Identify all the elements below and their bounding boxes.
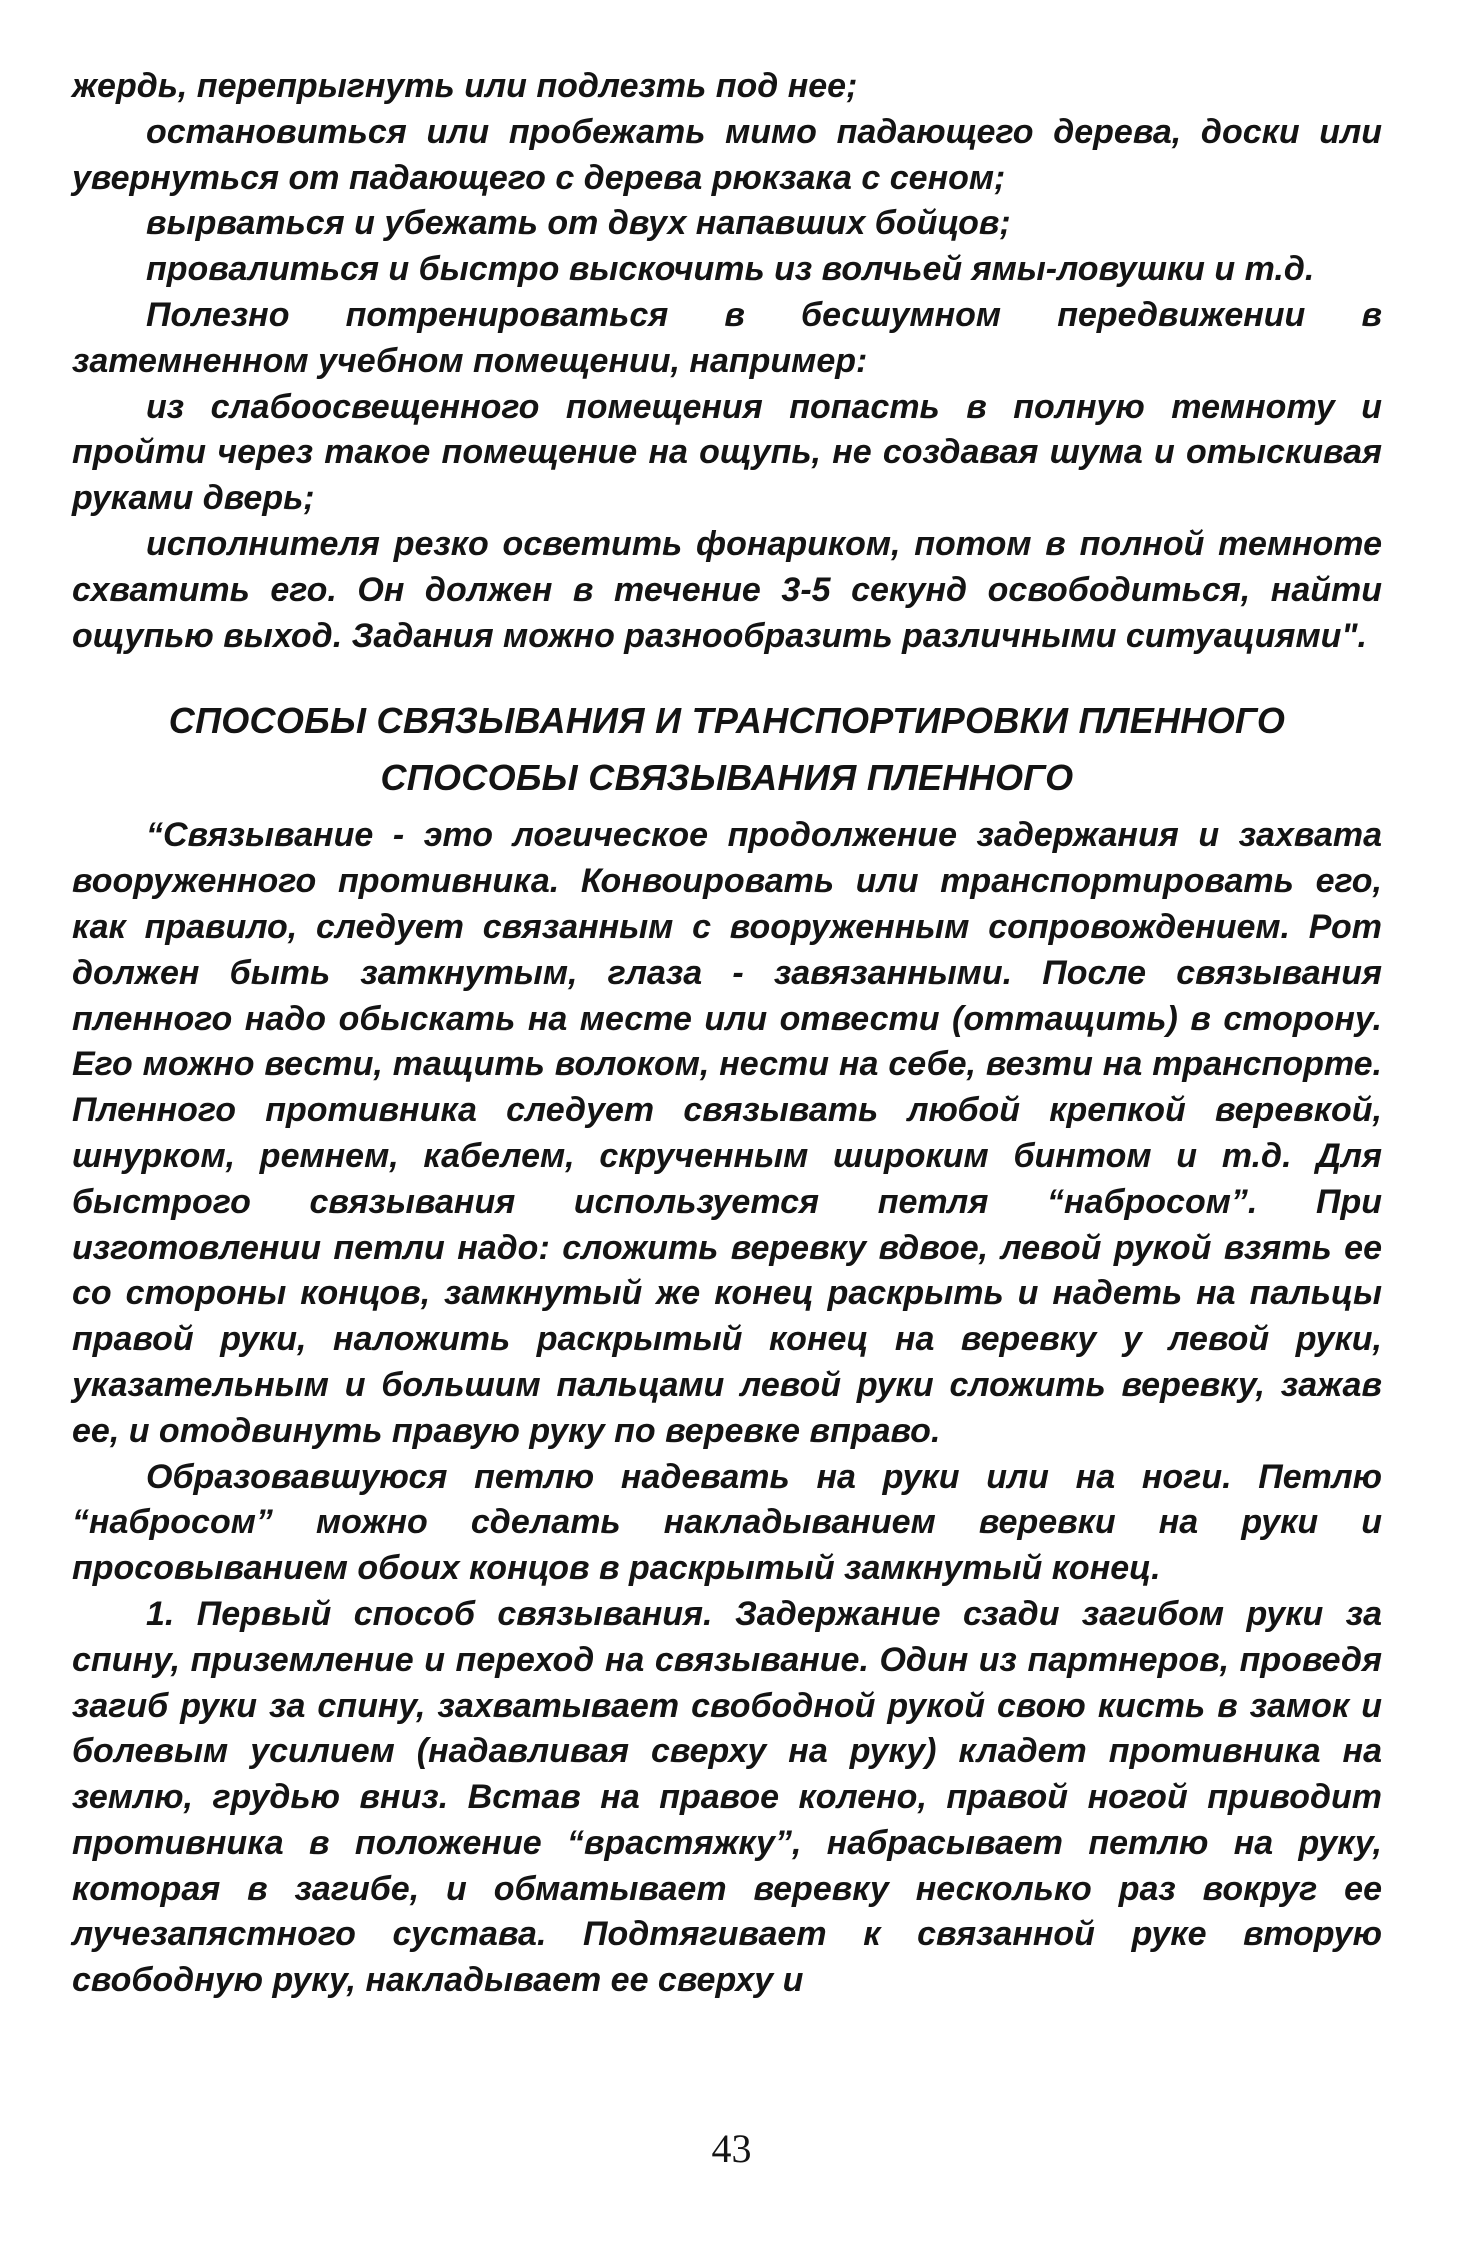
paragraph-bottom-2: Образовавшуюся петлю надевать на руки или на ноги. Петлю “набросом” можно сделать накладыванием веревки на руки и просовыванием обоих концов в раскрытый замкнутый конец.	[72, 1457, 1382, 1588]
paragraph-top-1: жердь, перепрыгнуть или подлезть под нее;	[72, 67, 858, 105]
paragraph-top-7: исполнителя резко осветить фонариком, потом в полной темноте схватить его. Он должен в течение 3-5 секунд освободиться, найти ощупью выход. Задания можно разнообразить различными ситуациями".	[72, 524, 1382, 655]
paragraph-top-2: остановиться или пробежать мимо падающего дерева, доски или увернуться от падающего с дерева рюкзака с сеном;	[72, 112, 1382, 197]
paragraph-bottom-1: “Связывание - это логическое продолжение задержания и захвата вооруженного противника. Конвоировать или транспортировать его, как правило, следует связанным с вооруженным сопровождением. Рот должен быть заткнутым, глаза - завязанными. После связывания пленного надо обыскать на месте или отвести (оттащить) в сторону. Его можно вести, тащить волоком, нести на себе, везти на транспорте. Пленного противника следует связывать любой крепкой веревкой, шнурком, ремнем, кабелем, скрученным широким бинтом и т.д. Для быстрого связывания используется петля “набросом”. При изготовлении петли надо: сложить веревку вдвое, левой рукой взять ее со стороны концов, замкнутый же конец раскрыть и надеть на пальцы правой руки, наложить раскрытый конец на веревку у левой руки, указательным и большим пальцами левой руки сложить веревку, зажав ее, и отодвинуть правую руку по веревке вправо.	[72, 816, 1382, 1450]
paragraph-top-5: Полезно потренироваться в бесшумном передвижении в затемненном учебном помещении, например:	[72, 295, 1382, 380]
subsection-heading: СПОСОБЫ СВЯЗЫВАНИЯ ПЛЕННОГО	[380, 757, 1074, 799]
section-heading: СПОСОБЫ СВЯЗЫВАНИЯ И ТРАНСПОРТИРОВКИ ПЛЕННОГО	[168, 700, 1286, 742]
text-block-top	[72, 64, 1382, 659]
page-number: 43	[711, 2126, 752, 2171]
paragraph-bottom-3: 1. Первый способ связывания. Задержание сзади загибом руки за спину, приземление и переход на связывание. Один из партнеров, проведя загиб руки за спину, захватывает свободной рукой свою кисть в замок и болевым усилием (надавливая сверху на руку) кладет противника на землю, грудью вниз. Встав на правое колено, правой ногой приводит противника в положение “врастяжку”, набрасывает петлю на руку, которая в загибе, и обматывает веревку несколько раз вокруг ее лучезапястного сустава. Подтягивает к связанной руке вторую свободную руку, накладывает ее сверху и	[72, 1594, 1382, 2000]
text-block-bottom	[72, 813, 1382, 2004]
page-body	[72, 64, 1382, 2004]
paragraph-top-4: провалиться и быстро выскочить из волчьей ямы-ловушки и т.д.	[146, 250, 1315, 289]
paragraph-top-6: из слабоосвещенного помещения попасть в полную темноту и пройти через такое помещение на ощупь, не создавая шума и отыскивая руками дверь;	[72, 387, 1382, 518]
paragraph-top-3: вырваться и убежать от двух напавших бойцов;	[146, 204, 1011, 243]
